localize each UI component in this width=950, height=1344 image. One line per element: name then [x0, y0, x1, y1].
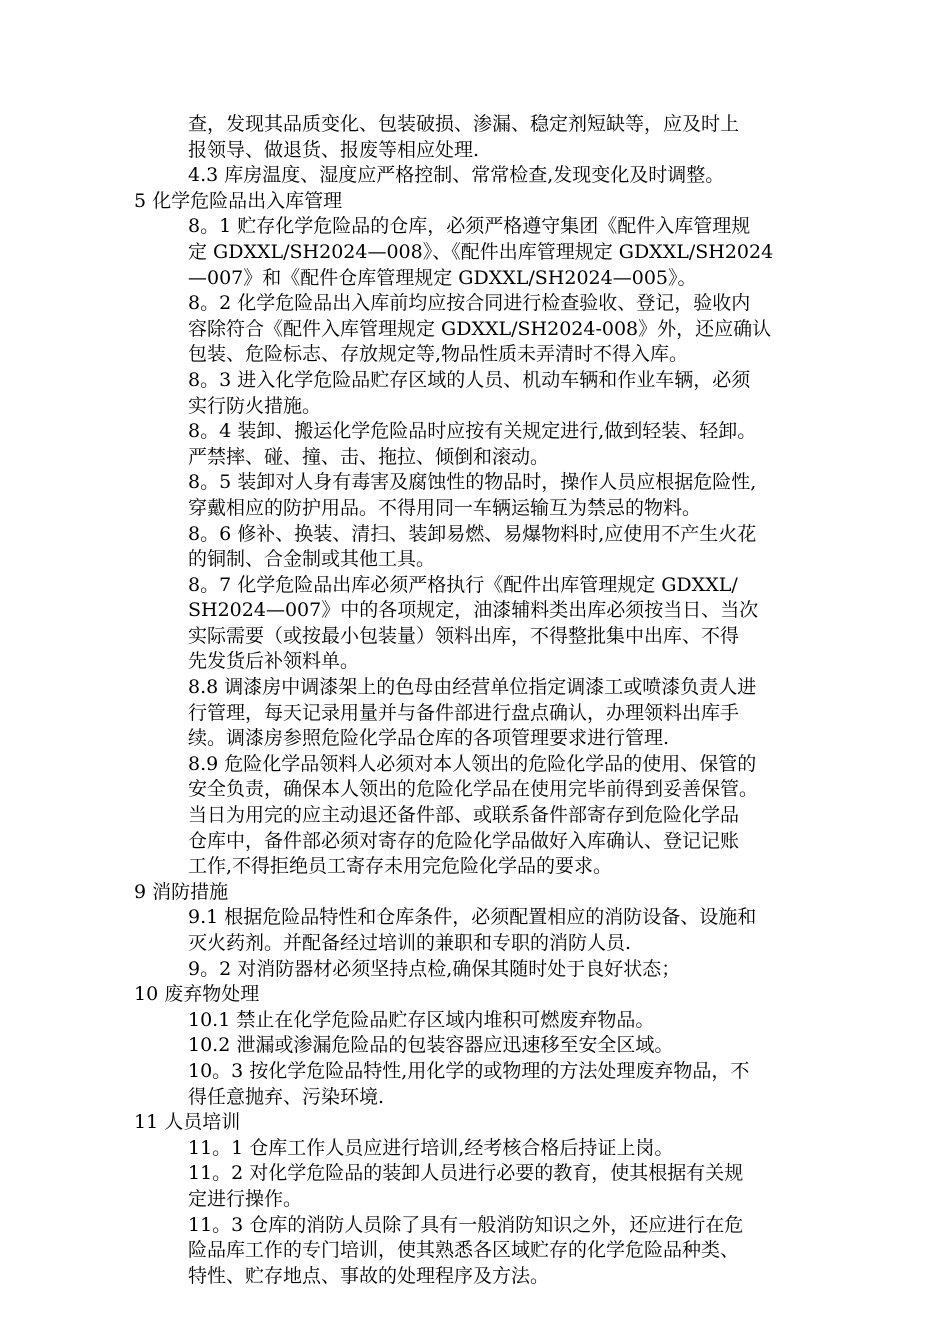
text-line: —007》和《配件仓库管理规定 GDXXL/SH2024—005》。 — [188, 266, 697, 289]
text-line: 9。2 对消防器材必须坚持点检,确保其随时处于良好状态； — [188, 957, 681, 980]
text-line: SH2024—007》中的各项规定，油漆辅料类出库必须按当日、当次 — [188, 599, 759, 622]
text-line: 11 人员培训 — [134, 1111, 241, 1134]
text-line: 包装、危险标志、存放规定等,物品性质未弄清时不得入库。 — [188, 343, 689, 366]
paragraph — [134, 1008, 854, 1034]
text-line: 特性、贮存地点、事故的处理程序及方法。 — [188, 1264, 550, 1287]
text-line: 行管理，每天记录用量并与备件部进行盘点确认，办理领料出库手 — [188, 701, 740, 724]
section-heading — [134, 1110, 854, 1136]
text-line: 安全负责，确保本人领出的危险化学品在使用完毕前得到妥善保管。 — [188, 778, 759, 801]
paragraph — [134, 573, 854, 675]
paragraph — [134, 957, 854, 983]
text-line: 实际需要（或按最小包装量）领料出库，不得整批集中出库、不得 — [188, 624, 740, 647]
text-line: 先发货后补领料单。 — [188, 650, 360, 673]
text-line: 得任意抛弃、污染环境. — [188, 1085, 385, 1108]
text-line: 工作,不得拒绝员工寄存未用完危险化学品的要求。 — [188, 855, 613, 878]
text-line: 定进行操作。 — [188, 1187, 303, 1210]
text-line: 8。1 贮存化学危险品的仓库，必须严格遵守集团《配件入库管理规 — [188, 215, 751, 238]
text-line: 当日为用完的应主动退还备件部、或联系备件部寄存到危险化学品 — [188, 804, 740, 827]
text-line: 9 消防措施 — [134, 880, 229, 903]
text-line: 容除符合《配件入库管理规定 GDXXL/SH2024-008》外，还应确认 — [188, 317, 772, 340]
text-line: 8。7 化学危险品出库必须严格执行《配件出库管理规定 GDXXL/ — [188, 573, 738, 596]
text-line: 8。6 修补、换装、清扫、装卸易燃、易爆物料时,应使用不产生火花 — [188, 522, 757, 545]
text-line: 仓库中，备件部必须对寄存的危险化学品做好入库确认、登记记账 — [188, 829, 740, 852]
text-line: 定 GDXXL/SH2024—008》、《配件出库管理规定 GDXXL/SH2024 — [188, 240, 774, 263]
section-heading — [134, 880, 854, 906]
text-line: 11。1 仓库工作人员应进行培训,经考核合格后持证上岗。 — [188, 1136, 674, 1159]
text-line: 8。5 装卸对人身有毒害及腐蚀性的物品时，操作人员应根据危险性, — [188, 471, 757, 494]
paragraph — [134, 419, 854, 470]
text-line: 8。3 进入化学危险品贮存区域的人员、机动车辆和作业车辆，必须 — [188, 368, 751, 391]
text-line: 9.1 根据危险品特性和仓库条件，必须配置相应的消防设备、设施和 — [188, 906, 757, 929]
paragraph — [134, 163, 854, 189]
text-line: 灭火药剂。并配备经过培训的兼职和专职的消防人员. — [188, 932, 632, 954]
text-line: 5 化学危险品出入库管理 — [134, 189, 343, 212]
text-line: 10。3 按化学危险品特性,用化学的或物理的方法处理废弃物品，不 — [188, 1059, 750, 1082]
text-line: 8。4 装卸、搬运化学危险品时应按有关规定进行,做到轻装、轻卸。 — [188, 420, 757, 443]
text-line: 11。2 对化学危险品的装卸人员进行必要的教育，使其根据有关规 — [188, 1162, 744, 1185]
text-line: 穿戴相应的防护用品。不得用同一车辆运输互为禁忌的物料。 — [188, 496, 702, 519]
text-line: 严禁摔、碰、撞、击、拖拉、倾倒和滚动。 — [188, 445, 550, 468]
text-line: 4.3 库房温度、湿度应严格控制、常常检查,发现变化及时调整。 — [188, 164, 725, 187]
text-line: 10.2 泄漏或渗漏危险品的包装容器应迅速移至安全区域。 — [188, 1034, 674, 1057]
paragraph — [134, 214, 854, 291]
paragraph — [134, 470, 854, 521]
paragraph — [134, 522, 854, 573]
section-heading — [134, 982, 854, 1008]
text-line: 10 废弃物处理 — [134, 983, 260, 1006]
text-line: 11。3 仓库的消防人员除了具有一般消防知识之外，还应进行在危 — [188, 1213, 744, 1236]
text-line: 10.1 禁止在化学危险品贮存区域内堆积可燃废弃物品。 — [188, 1008, 655, 1031]
paragraph — [134, 1161, 854, 1212]
text-line: 续。调漆房参照危险化学品仓库的各项管理要求进行管理. — [188, 727, 670, 750]
document-body — [134, 112, 854, 1289]
text-line: 的铜制、合金制或其他工具。 — [188, 548, 436, 571]
text-line: 报领导、做退货、报废等相应处理. — [188, 138, 480, 161]
paragraph — [134, 1033, 854, 1059]
paragraph — [134, 752, 854, 880]
text-line: 实行防火措施。 — [188, 394, 322, 417]
paragraph — [134, 675, 854, 752]
paragraph — [134, 905, 854, 956]
paragraph — [134, 1136, 854, 1162]
paragraph — [134, 1213, 854, 1290]
text-line: 8.9 危险化学品领料人必须对本人领出的危险化学品的使用、保管的 — [188, 752, 757, 775]
section-heading — [134, 189, 854, 215]
text-line: 险品库工作的专门培训，使其熟悉各区域贮存的化学危险品种类、 — [188, 1239, 740, 1262]
text-line: 8。2 化学危险品出入库前均应按合同进行检查验收、登记，验收内 — [188, 292, 751, 315]
paragraph — [134, 368, 854, 419]
text-line: 8.8 调漆房中调漆架上的色母由经营单位指定调漆工或喷漆负责人进 — [188, 676, 757, 699]
text-line: 查，发现其品质变化、包装破损、渗漏、稳定剂短缺等，应及时上 — [188, 113, 740, 135]
paragraph — [134, 291, 854, 368]
paragraph — [134, 112, 854, 163]
paragraph — [134, 1059, 854, 1110]
